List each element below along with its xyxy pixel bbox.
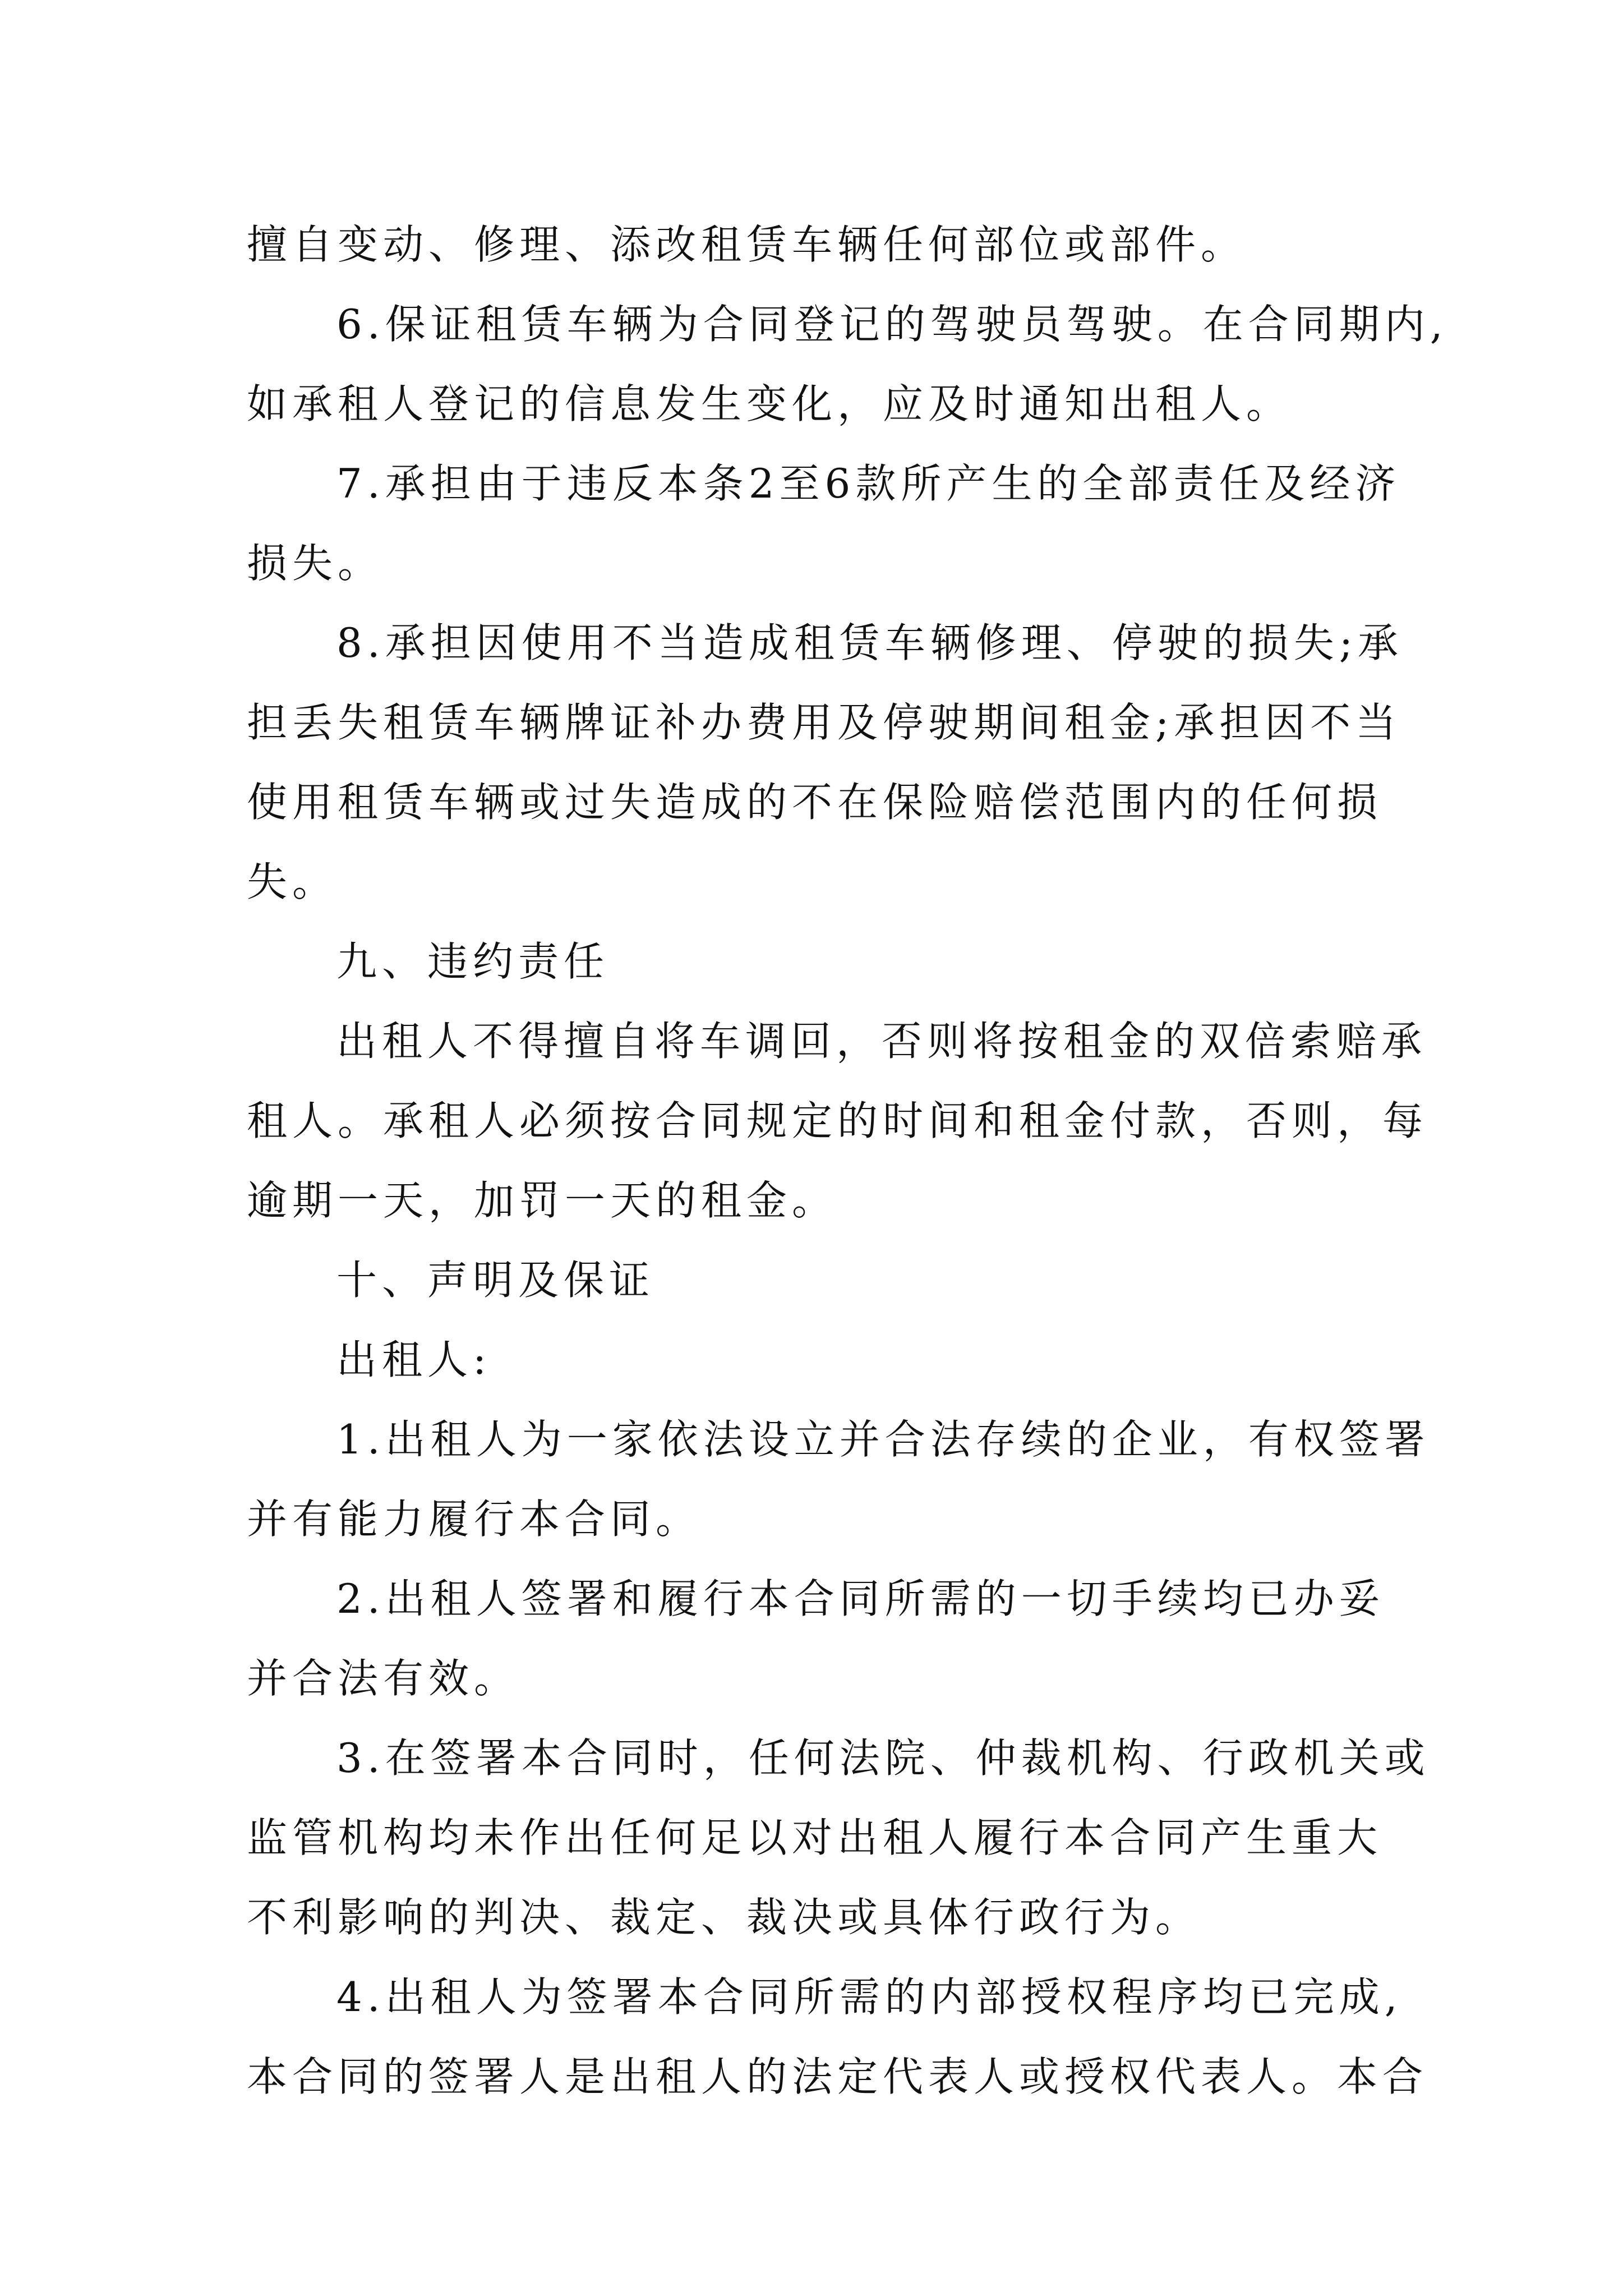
text-line: 并合法有效。 (247, 1655, 520, 1702)
text-line: 8.承担因使用不当造成租赁车辆修理、停驶的损失;承 (336, 619, 1403, 666)
text-line: 不利影响的判决、裁定、裁决或具体行政行为。 (247, 1894, 1201, 1941)
text-line: 1.出租人为一家依法设立并合法存续的企业，有权签署 (336, 1416, 1430, 1463)
text-line: 6.保证租赁车辆为合同登记的驾驶员驾驶。在合同期内, (336, 301, 1448, 348)
text-line: 7.承担由于违反本条2至6款所产生的全部责任及经济 (336, 460, 1401, 507)
text-line: 租人。承租人必须按合同规定的时间和租金付款，否则，每 (247, 1097, 1428, 1144)
text-line: 4.出租人为签署本合同所需的内部授权程序均已完成, (336, 1973, 1403, 2021)
section-heading: 十、声明及保证 (336, 1257, 655, 1304)
text-line: 如承租人登记的信息发生变化，应及时通知出租人。 (247, 380, 1292, 427)
text-line: 出租人: (336, 1336, 492, 1383)
text-line: 失。 (247, 858, 338, 905)
text-line: 监管机构均未作出任何足以对出租人履行本合同产生重大 (247, 1814, 1383, 1861)
text-line: 3.在签署本合同时，任何法院、仲裁机构、行政机关或 (336, 1734, 1430, 1782)
text-line: 擅自变动、修理、添改租赁车辆任何部位或部件。 (247, 221, 1247, 268)
text-line: 使用租赁车辆或过失造成的不在保险赔偿范围内的任何损 (247, 779, 1383, 826)
text-line: 本合同的签署人是出租人的法定代表人或授权代表人。本合 (247, 2053, 1428, 2100)
text-line: 损失。 (247, 540, 384, 587)
text-line: 担丢失租赁车辆牌证补办费用及停驶期间租金;承担因不当 (247, 699, 1401, 746)
contract-text-body (247, 205, 1448, 2116)
text-line: 逾期一天，加罚一天的租金。 (247, 1177, 838, 1224)
section-heading: 九、违约责任 (336, 938, 610, 985)
text-line: 出租人不得擅自将车调回，否则将按租金的双倍索赔承 (336, 1018, 1427, 1065)
text-line: 并有能力履行本合同。 (247, 1496, 702, 1543)
text-line: 2.出租人签署和履行本合同所需的一切手续均已办妥 (336, 1575, 1385, 1622)
